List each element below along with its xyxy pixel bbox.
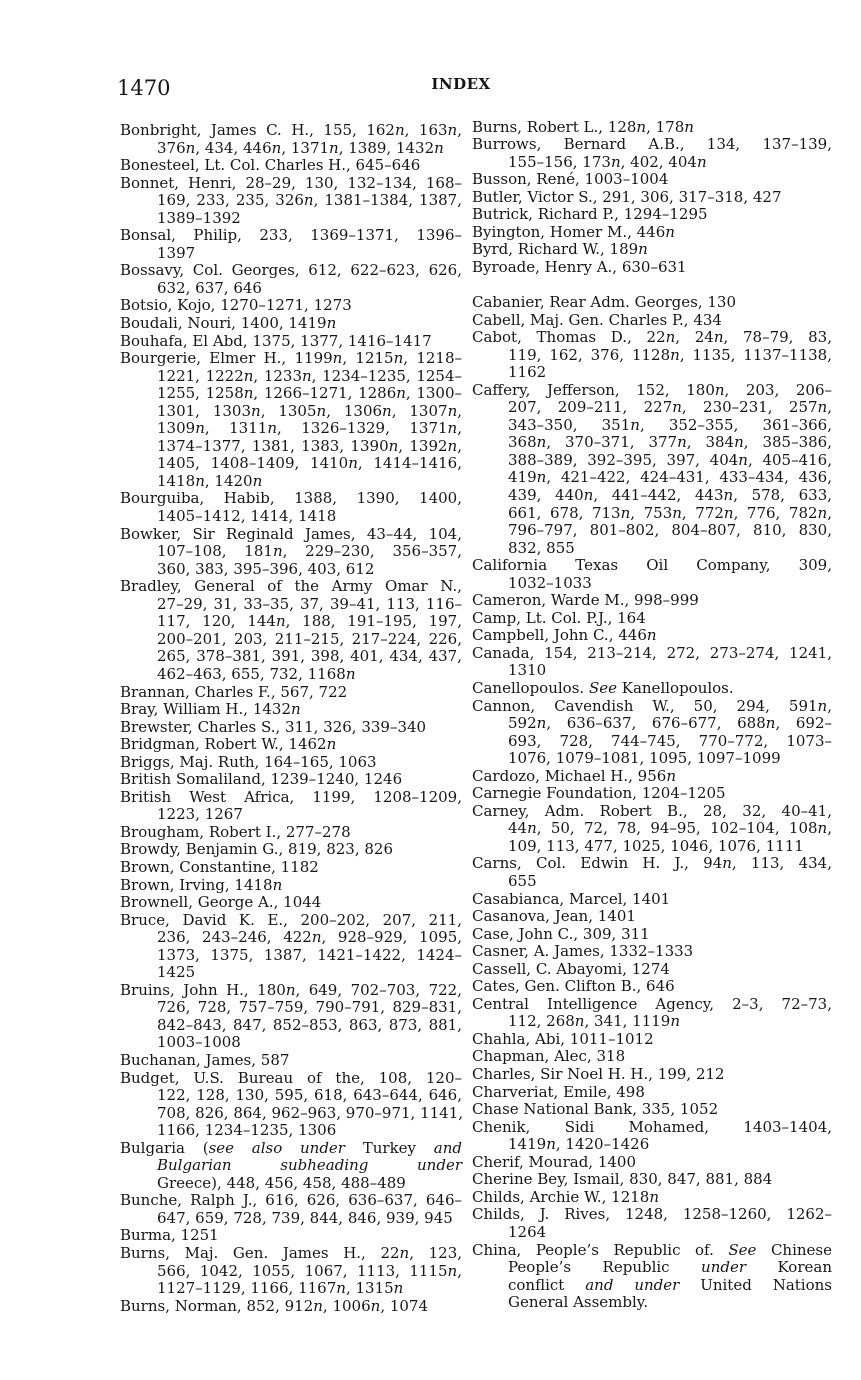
- entry-continuation-line: [472, 1277, 832, 1295]
- entry-continuation-line: 1223, 1267: [157, 805, 243, 824]
- index-entry: [472, 1084, 832, 1102]
- index-column-right: [472, 119, 832, 1312]
- entry-continuation-line: 632, 637, 646: [157, 278, 262, 297]
- entry-continuation-line: 265, 378–381, 391, 398, 401, 434, 437,: [157, 647, 462, 666]
- entry-continuation-line: [120, 1157, 462, 1175]
- entry-continuation-line: 1032–1033: [508, 573, 592, 592]
- index-entry: [120, 1227, 462, 1245]
- index-entry: [120, 1052, 462, 1070]
- index-entry: [472, 1031, 832, 1049]
- entry-continuation-line: 1162: [508, 363, 547, 382]
- entry-heading-line: Boudali, Nouri, 1400, 1419n: [120, 314, 337, 333]
- index-entry: [472, 119, 832, 137]
- index-column-left: [120, 122, 462, 1315]
- entry-heading-line: Brougham, Robert I., 277–278: [120, 822, 351, 841]
- entry-continuation-line: 27–29, 31, 33–35, 37, 39–41, 113, 116–: [157, 594, 462, 613]
- entry-heading-line: Brewster, Charles S., 311, 326, 339–340: [120, 717, 427, 736]
- entry-heading-line: Brownell, George A., 1044: [120, 893, 322, 912]
- entry-continuation-line: 117, 120, 144n, 188, 191–195, 197,: [157, 612, 462, 631]
- entry-heading-line: Cannon, Cavendish W., 50, 294, 591n,: [472, 696, 832, 715]
- entry-text-segment: United Nations: [679, 1275, 832, 1294]
- index-entry: [120, 157, 462, 175]
- entry-heading-line: Chenik, Sidi Mohamed, 1403–1404,: [472, 1117, 832, 1136]
- index-entry: [120, 719, 462, 737]
- entry-heading-line: [120, 1140, 462, 1158]
- entry-text-segment: Turkey: [344, 1138, 434, 1157]
- index-entry: [120, 824, 462, 842]
- index-entry: [472, 996, 832, 1031]
- index-entry: [120, 578, 462, 683]
- index-entry: [120, 526, 462, 579]
- entry-heading-line: Carns, Col. Edwin H. J., 94n, 113, 434,: [472, 854, 832, 873]
- index-entry: [472, 961, 832, 979]
- index-entry: [120, 350, 462, 490]
- index-entry: [472, 1206, 832, 1241]
- entry-continuation-line: 1255, 1258n, 1266–1271, 1286n, 1300–: [157, 384, 462, 403]
- entry-continuation-line: 1389–1392: [157, 208, 241, 227]
- entry-continuation-line: 647, 659, 728, 739, 844, 846, 939, 945: [157, 1208, 453, 1227]
- page-number: 1470: [117, 76, 171, 100]
- entry-heading-line: Charveriat, Emile, 498: [472, 1082, 645, 1101]
- entry-text-segment: Kanellopoulos.: [616, 679, 734, 697]
- entry-continuation-line: 1166, 1234–1235, 1306: [157, 1121, 337, 1140]
- entry-heading-line: Carnegie Foundation, 1204–1205: [472, 784, 726, 803]
- entry-continuation-line: 1425: [157, 963, 196, 982]
- entry-heading-line: Bray, William H., 1432n: [120, 700, 301, 719]
- entry-heading-line: Cherine Bey, Ismail, 830, 847, 881, 884: [472, 1170, 773, 1189]
- index-entry: [472, 206, 832, 224]
- entry-heading-line: Burns, Norman, 852, 912n, 1006n, 1074: [120, 1296, 429, 1315]
- entry-continuation-line: 1405, 1408–1409, 1410n, 1414–1416,: [157, 454, 462, 473]
- entry-heading-line: Cardozo, Michael H., 956n: [472, 766, 676, 785]
- index-entry: [472, 382, 832, 557]
- entry-heading-line: Bonesteel, Lt. Col. Charles H., 645–646: [120, 156, 421, 175]
- entry-heading-line: Cabot, Thomas D., 22n, 24n, 78–79, 83,: [472, 328, 832, 347]
- index-entry: [472, 1119, 832, 1154]
- entry-continuation-line: 200–201, 203, 211–215, 217–224, 226,: [157, 629, 462, 648]
- index-entry: [120, 877, 462, 895]
- entry-heading-line: Casabianca, Marcel, 1401: [472, 889, 671, 908]
- index-entry: [120, 736, 462, 754]
- index-entry: [472, 908, 832, 926]
- index-entry: [472, 1048, 832, 1066]
- index-entry: [472, 224, 832, 242]
- entry-continuation-line: 112, 268n, 341, 1119n: [508, 1012, 681, 1031]
- index-entry: [472, 627, 832, 645]
- entry-heading-line: Bridgman, Robert W., 1462n: [120, 735, 337, 754]
- italic-cross-reference-text: Bulgarian subheading under: [157, 1156, 462, 1175]
- index-entry: [120, 789, 462, 824]
- entry-heading-line: Childs, J. Rives, 1248, 1258–1260, 1262–: [472, 1205, 832, 1224]
- index-entry: [120, 262, 462, 297]
- index-entry: [120, 1070, 462, 1140]
- running-head-title: INDEX: [431, 75, 491, 93]
- index-entry: [120, 490, 462, 525]
- entry-heading-line: California Texas Oil Company, 309,: [472, 556, 832, 575]
- entry-heading-line: [472, 1242, 832, 1260]
- entry-heading-line: Burns, Robert L., 128n, 178n: [472, 117, 694, 136]
- entry-continuation-line: 832, 855: [508, 538, 575, 557]
- entry-continuation-line: 236, 243–246, 422n, 928–929, 1095,: [157, 928, 463, 947]
- entry-heading-line: Casanova, Jean, 1401: [472, 907, 636, 926]
- entry-continuation-line: 462–463, 655, 732, 1168n: [157, 664, 356, 683]
- index-entry: [120, 701, 462, 719]
- entry-heading-line: Botsio, Kojo, 1270–1271, 1273: [120, 296, 352, 315]
- index-entry: [472, 803, 832, 856]
- entry-continuation-line: General Assembly.: [508, 1293, 649, 1312]
- entry-continuation-line: 107–108, 181n, 229–230, 356–357,: [157, 542, 462, 561]
- entry-heading-line: Browdy, Benjamin G., 819, 823, 826: [120, 840, 394, 859]
- entry-continuation-line: 693, 728, 744–745, 770–772, 1073–: [508, 731, 832, 750]
- index-entry: [472, 943, 832, 961]
- entry-heading-line: Budget, U.S. Bureau of the, 108, 120–: [120, 1068, 462, 1087]
- entry-continuation-line: 1374–1377, 1381, 1383, 1390n, 1392n,: [157, 436, 462, 455]
- index-entry: [120, 315, 462, 333]
- entry-heading-line: Brown, Constantine, 1182: [120, 857, 319, 876]
- index-entry: [472, 1101, 832, 1119]
- entry-continuation-line: 1310: [508, 661, 547, 680]
- index-entry: [120, 684, 462, 702]
- index-entry: [472, 1242, 832, 1312]
- entry-continuation-line: 1419n, 1420–1426: [508, 1135, 650, 1154]
- entry-continuation-line: 419n, 421–422, 424–431, 433–434, 436,: [508, 468, 832, 487]
- entry-heading-line: Camp, Lt. Col. P.J., 164: [472, 608, 646, 627]
- entry-heading-line: British West Africa, 1199, 1208–1209,: [120, 787, 462, 806]
- index-entry: [120, 841, 462, 859]
- entry-text-segment: conflict: [508, 1275, 586, 1294]
- index-entry: [472, 698, 832, 768]
- entry-heading-line: British Somaliland, 1239–1240, 1246: [120, 770, 403, 789]
- entry-heading-line: Canada, 154, 213–214, 272, 273–274, 1241,: [472, 643, 832, 662]
- entry-text-segment: Canellopoulos.: [472, 679, 589, 697]
- italic-cross-reference-text: See: [588, 679, 617, 697]
- index-entry: [120, 1245, 462, 1298]
- entry-heading-line: Burrows, Bernard A.B., 134, 137–139,: [472, 135, 832, 154]
- italic-cross-reference-text: See: [728, 1240, 757, 1259]
- entry-continuation-line: Greece), 448, 456, 458, 488–489: [157, 1173, 406, 1192]
- index-entry: [120, 1192, 462, 1227]
- index-entry: [472, 189, 832, 207]
- letter-group: [472, 294, 832, 1312]
- index-entry: [120, 333, 462, 351]
- entry-heading-line: Charles, Sir Noel H. H., 199, 212: [472, 1065, 725, 1084]
- index-entry: [120, 1298, 462, 1316]
- entry-heading-line: Cabanier, Rear Adm. Georges, 130: [472, 292, 737, 311]
- entry-heading-line: Busson, René, 1003–1004: [472, 170, 669, 189]
- entry-heading-line: Childs, Archie W., 1218n: [472, 1187, 660, 1206]
- index-entry: [120, 771, 462, 789]
- entry-heading-line: Chahla, Abi, 1011–1012: [472, 1029, 654, 1048]
- index-entry: [120, 859, 462, 877]
- entry-continuation-line: 119, 162, 376, 1128n, 1135, 1137–1138,: [508, 345, 832, 364]
- entry-heading-line: Burma, 1251: [120, 1226, 219, 1245]
- entry-continuation-line: 1397: [157, 243, 196, 262]
- index-entry: [120, 122, 462, 157]
- index-entry: [120, 175, 462, 228]
- index-entry: [472, 312, 832, 330]
- entry-heading-line: Case, John C., 309, 311: [472, 924, 650, 943]
- entry-heading-line: Byrd, Richard W., 189n: [472, 240, 648, 259]
- entry-continuation-line: 109, 113, 477, 1025, 1046, 1076, 1111: [508, 836, 804, 855]
- index-entry: [472, 592, 832, 610]
- entry-heading-line: Campbell, John C., 446n: [472, 626, 657, 645]
- entry-continuation-line: 655: [508, 872, 537, 891]
- index-entry: [472, 1171, 832, 1189]
- entry-text-segment: Bulgaria (: [120, 1138, 209, 1157]
- index-entry: [472, 329, 832, 382]
- entry-continuation-line: 360, 383, 395–396, 403, 612: [157, 559, 375, 578]
- entry-heading-line: Byington, Homer M., 446n: [472, 222, 675, 241]
- entry-heading-line: Bossavy, Col. Georges, 612, 622–623, 626,: [120, 261, 462, 280]
- entry-heading-line: Bourgerie, Elmer H., 1199n, 1215n, 1218–: [120, 349, 463, 368]
- entry-heading-line: Brown, Irving, 1418n: [120, 875, 283, 894]
- entry-heading-line: Cabell, Maj. Gen. Charles P., 434: [472, 310, 722, 329]
- entry-continuation-line: 726, 728, 757–759, 790–791, 829–831,: [157, 998, 462, 1017]
- entry-continuation-line: [472, 1259, 832, 1277]
- entry-continuation-line: 1003–1008: [157, 1033, 241, 1052]
- entry-continuation-line: 1127–1129, 1166, 1167n, 1315n: [157, 1279, 404, 1298]
- index-entry: [120, 754, 462, 772]
- italic-cross-reference-text: under: [701, 1258, 747, 1277]
- index-entry: [120, 912, 462, 982]
- index-entry: [472, 978, 832, 996]
- entry-heading-line: Carney, Adm. Robert B., 28, 32, 40–41,: [472, 801, 832, 820]
- entry-continuation-line: 566, 1042, 1055, 1067, 1113, 1115n,: [157, 1261, 462, 1280]
- entry-heading-line: Bouhafa, El Abd, 1375, 1377, 1416–1417: [120, 331, 432, 350]
- index-entry: [472, 891, 832, 909]
- entry-heading-line: Bradley, General of the Army Omar N.,: [120, 577, 462, 596]
- entry-heading-line: Bunche, Ralph J., 616, 626, 636–637, 646–: [120, 1191, 462, 1210]
- entry-continuation-line: 376n, 434, 446n, 1371n, 1389, 1432n: [157, 138, 444, 157]
- italic-cross-reference-text: and under: [585, 1275, 680, 1294]
- entry-continuation-line: 207, 209–211, 227n, 230–231, 257n,: [508, 398, 832, 417]
- letter-group: [472, 119, 832, 277]
- entry-continuation-line: 439, 440n, 441–442, 443n, 578, 633,: [508, 485, 833, 504]
- entry-heading-line: Butrick, Richard P., 1294–1295: [472, 205, 708, 224]
- entry-continuation-line: 1373, 1375, 1387, 1421–1422, 1424–: [157, 945, 462, 964]
- index-entry: [472, 785, 832, 803]
- index-entry: [472, 1154, 832, 1172]
- entry-continuation-line: 122, 128, 130, 595, 618, 643–644, 646,: [157, 1086, 462, 1105]
- index-entry: [120, 297, 462, 315]
- entry-continuation-line: 1309n, 1311n, 1326–1329, 1371n,: [157, 419, 462, 438]
- index-entry: [120, 1140, 462, 1193]
- entry-continuation-line: 708, 826, 864, 962–963, 970–971, 1141,: [157, 1103, 464, 1122]
- entry-continuation-line: 661, 678, 713n, 753n, 772n, 776, 782n,: [508, 503, 832, 522]
- entry-heading-line: Casner, A. James, 1332–1333: [472, 942, 694, 961]
- entry-heading-line: Bonnet, Henri, 28–29, 130, 132–134, 168–: [120, 173, 462, 192]
- entry-continuation-line: 343–350, 351n, 352–355, 361–366,: [508, 415, 832, 434]
- index-entry: [472, 680, 832, 698]
- entry-heading-line: Chase National Bank, 335, 1052: [472, 1100, 719, 1119]
- entry-continuation-line: 155–156, 173n, 402, 404n: [508, 152, 707, 171]
- entry-heading-line: Bonsal, Philip, 233, 1369–1371, 1396–: [120, 226, 462, 245]
- index-entry: [472, 241, 832, 259]
- index-entry: [472, 171, 832, 189]
- entry-heading-line: Chapman, Alec, 318: [472, 1047, 626, 1066]
- entry-heading-line: Burns, Maj. Gen. James H., 22n, 123,: [120, 1244, 463, 1262]
- index-entry: [472, 610, 832, 628]
- letter-group: [120, 122, 462, 1315]
- index-entry: [472, 1066, 832, 1084]
- entry-heading-line: Byroade, Henry A., 630–631: [472, 257, 687, 276]
- index-entry: [472, 768, 832, 786]
- entry-heading-line: Briggs, Maj. Ruth, 164–165, 1063: [120, 752, 377, 771]
- entry-continuation-line: 1405–1412, 1414, 1418: [157, 507, 337, 526]
- entry-continuation-line: 592n, 636–637, 676–677, 688n, 692–: [508, 714, 832, 733]
- entry-continuation-line: 796–797, 801–802, 804–807, 810, 830,: [508, 521, 832, 540]
- entry-heading-line: Cates, Gen. Clifton B., 646: [472, 977, 675, 996]
- entry-continuation-line: 842–843, 847, 852–853, 863, 873, 881,: [157, 1015, 462, 1034]
- italic-cross-reference-text: see also under: [208, 1138, 345, 1157]
- index-entry: [472, 645, 832, 680]
- entry-continuation-line: 1418n, 1420n: [157, 471, 263, 490]
- entry-continuation-line: 169, 233, 235, 326n, 1381–1384, 1387,: [157, 191, 462, 210]
- entry-heading-line: Cherif, Mourad, 1400: [472, 1152, 637, 1171]
- entry-heading-line: Bruins, John H., 180n, 649, 702–703, 722,: [120, 980, 462, 999]
- index-entry: [472, 557, 832, 592]
- entry-text-segment: Korean: [746, 1258, 832, 1277]
- entry-text-segment: China, People’s Republic of.: [472, 1240, 729, 1259]
- entry-heading-line: Buchanan, James, 587: [120, 1050, 290, 1069]
- entry-heading-line: Caffery, Jefferson, 152, 180n, 203, 206–: [472, 380, 832, 399]
- entry-heading-line: Brannan, Charles F., 567, 722: [120, 682, 348, 701]
- entry-heading-line: Bowker, Sir Reginald James, 43–44, 104,: [120, 524, 462, 543]
- entry-text-segment: People’s Republic: [508, 1258, 702, 1277]
- index-entry: [472, 259, 832, 277]
- entry-heading-line: Central Intelligence Agency, 2–3, 72–73,: [472, 994, 832, 1013]
- entry-continuation-line: 1264: [508, 1222, 547, 1241]
- entry-continuation-line: 388–389, 392–395, 397, 404n, 405–416,: [508, 450, 832, 469]
- italic-cross-reference-text: and: [433, 1138, 463, 1157]
- entry-continuation-line: 1076, 1079–1081, 1095, 1097–1099: [508, 749, 781, 768]
- index-entry: [120, 982, 462, 1052]
- index-entry: [472, 1189, 832, 1207]
- entry-continuation-line: 1221, 1222n, 1233n, 1234–1235, 1254–: [157, 366, 462, 385]
- entry-continuation-line: 368n, 370–371, 377n, 384n, 385–386,: [508, 433, 832, 452]
- entry-heading-line: Bonbright, James C. H., 155, 162n, 163n,: [120, 121, 462, 139]
- entry-text-segment: Chinese: [756, 1240, 832, 1259]
- entry-continuation-line: 44n, 50, 72, 78, 94–95, 102–104, 108n,: [508, 819, 832, 838]
- entry-continuation-line: 1301, 1303n, 1305n, 1306n, 1307n,: [157, 401, 463, 420]
- entry-heading-line: Cameron, Warde M., 998–999: [472, 591, 699, 610]
- index-entry: [472, 136, 832, 171]
- index-entry: [120, 894, 462, 912]
- index-entry: [472, 294, 832, 312]
- entry-heading-line: Bourguiba, Habib, 1388, 1390, 1400,: [120, 489, 462, 508]
- index-entry: [472, 855, 832, 890]
- entry-heading-line: Cassell, C. Abayomi, 1274: [472, 959, 670, 978]
- entry-heading-line: Bruce, David K. E., 200–202, 207, 211,: [120, 910, 462, 929]
- entry-heading-line: [472, 680, 832, 698]
- entry-heading-line: Butler, Victor S., 291, 306, 317–318, 427: [472, 187, 782, 206]
- index-entry: [472, 926, 832, 944]
- index-entry: [120, 227, 462, 262]
